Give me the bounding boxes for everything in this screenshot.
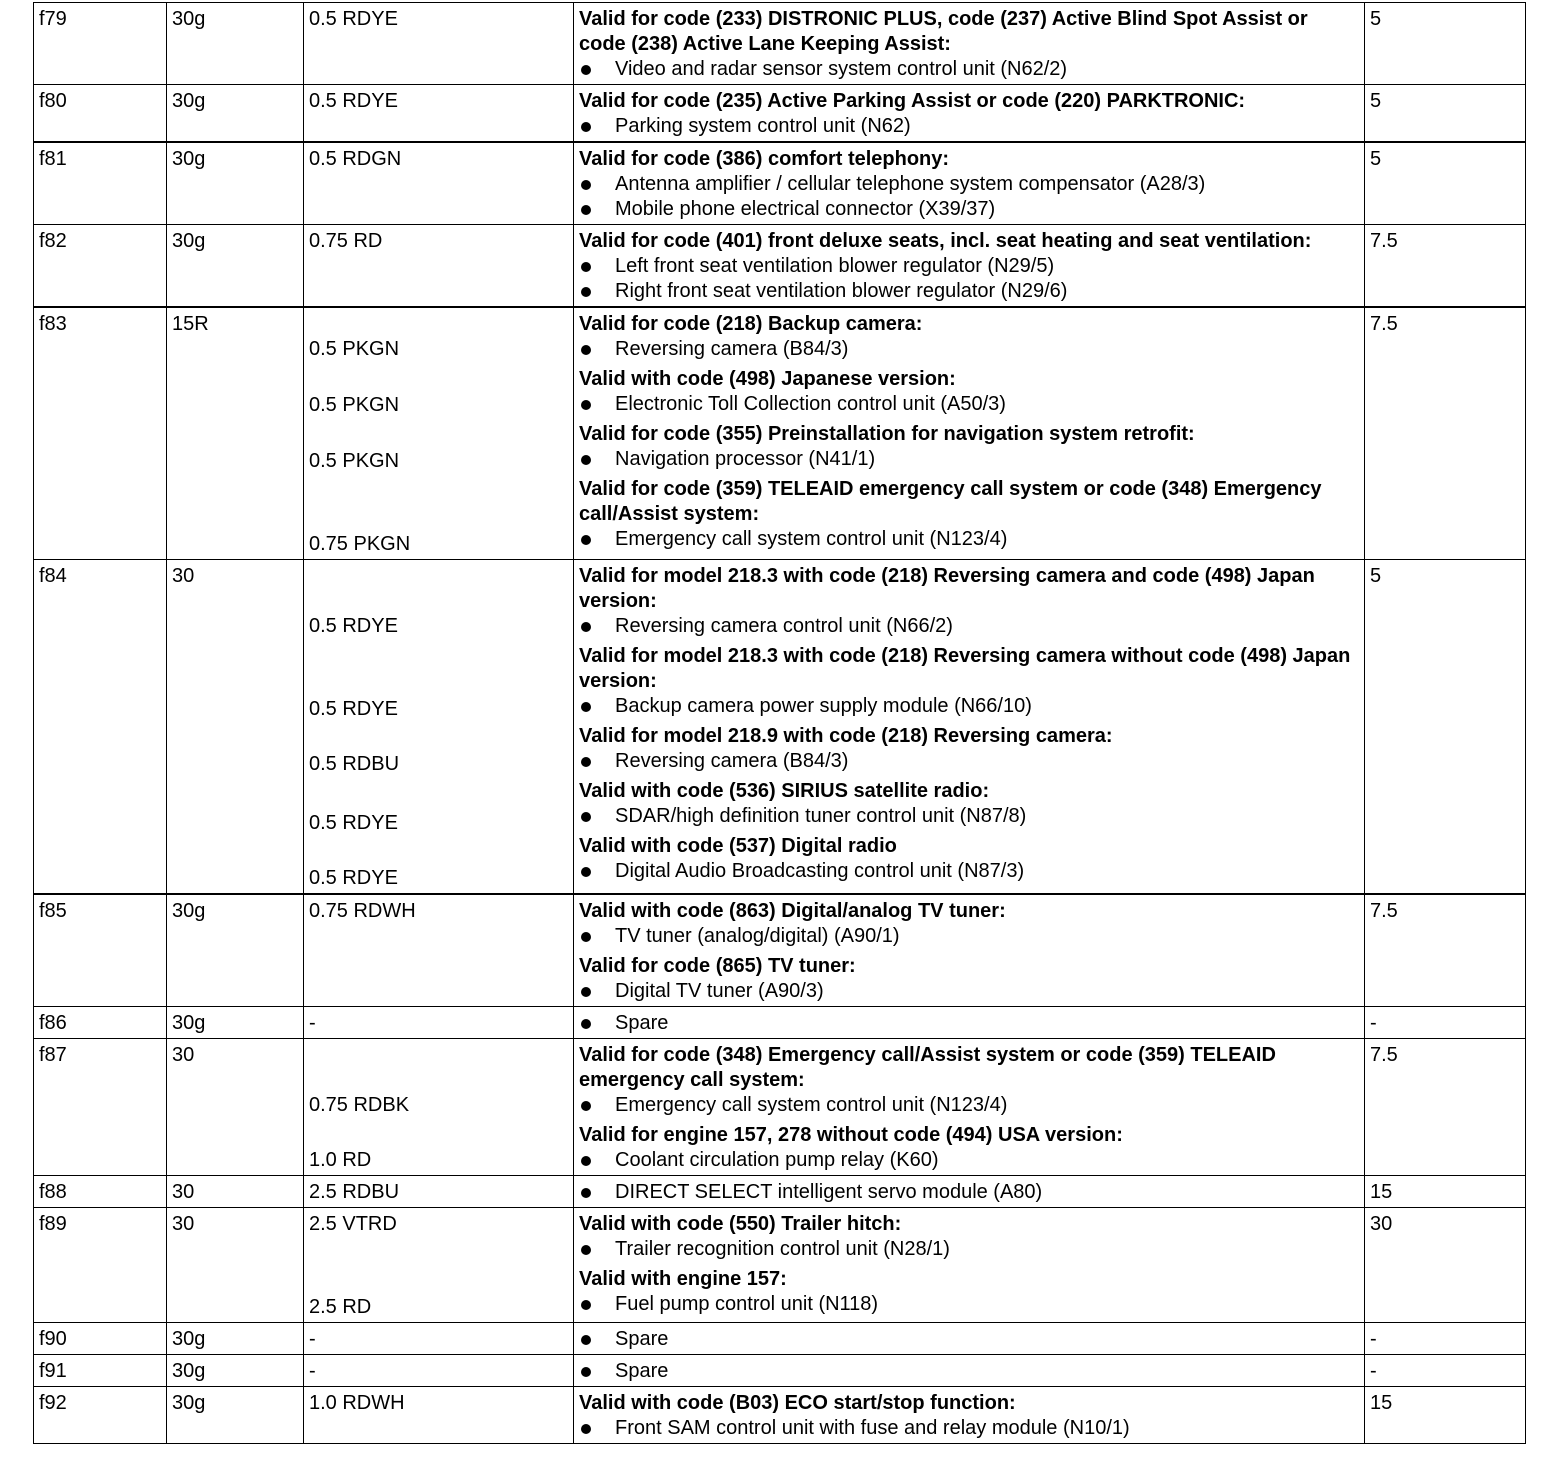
validity-group: [579, 229, 1359, 304]
consumer-name: Left front seat ventilation blower regulator (N29/5): [615, 255, 1055, 277]
bullet-icon: [581, 1424, 591, 1434]
consumer-name: Digital Audio Broadcasting control unit (N87/3): [615, 860, 1025, 882]
wire-cell: [304, 142, 574, 225]
bullet-icon: [581, 987, 591, 997]
fuse-rating: 15: [1365, 1387, 1526, 1444]
wire-spec: 0.5 RDYE: [309, 698, 398, 720]
validity-condition: Valid with code (B03) ECO start/stop function:: [579, 1392, 1016, 1414]
consumer-name: Navigation processor (N41/1): [615, 448, 876, 470]
wire-spec: 0.5 RDYE: [309, 615, 398, 637]
validity-condition: Valid for code (218) Backup camera:: [579, 313, 923, 335]
list-item: [579, 1292, 1359, 1317]
fuse-number: f85: [34, 894, 167, 1007]
fuse-rating: 7.5: [1365, 225, 1526, 308]
bullet-icon: [581, 812, 591, 822]
consumer-name: Digital TV tuner (A90/3): [615, 980, 824, 1002]
list-item: [579, 1011, 1359, 1036]
list-item: [579, 1416, 1359, 1441]
wire-spec: 0.5 PKGN: [309, 450, 400, 472]
consumer-cell: [574, 1387, 1365, 1444]
consumer-name: Antenna amplifier / cellular telephone system compensator (A28/3): [615, 173, 1206, 195]
validity-condition: Valid for engine 157, 278 without code (494) USA version:: [579, 1124, 1123, 1146]
bullet-icon: [581, 1019, 591, 1029]
consumer-cell: [574, 1208, 1365, 1323]
wire-cell: [304, 894, 574, 1007]
terminal: 30g: [167, 142, 304, 225]
validity-group: [579, 564, 1359, 639]
wire-spec: 1.0 RDWH: [309, 1392, 405, 1414]
bullet-icon: [581, 622, 591, 632]
list-item: [579, 57, 1359, 82]
consumer-cell: [574, 1039, 1365, 1176]
wire-spec: 0.5 RDYE: [309, 90, 398, 112]
terminal: 30: [167, 1208, 304, 1323]
validity-group: [579, 1267, 1359, 1317]
consumer-cell: [574, 307, 1365, 560]
fuse-number: f83: [34, 307, 167, 560]
consumer-name: Spare: [615, 1328, 669, 1350]
validity-group: [579, 1391, 1359, 1441]
fuse-rating: -: [1365, 1007, 1526, 1039]
validity-condition: Valid with code (537) Digital radio: [579, 835, 897, 857]
wire-cell: [304, 1387, 574, 1444]
wire-spec: -: [309, 1328, 316, 1350]
wire-spec: 0.5 PKGN: [309, 394, 400, 416]
list-item: [579, 859, 1359, 884]
list-item: [579, 337, 1359, 362]
validity-condition: Valid with code (863) Digital/analog TV tuner:: [579, 900, 1006, 922]
fuse-rating: 5: [1365, 85, 1526, 143]
validity-condition: Valid for model 218.3 with code (218) Reversing camera and code (498) Japan version:: [579, 565, 1315, 612]
fuse-table-body: [34, 3, 1526, 1444]
bullet-icon: [581, 932, 591, 942]
fuse-number: f82: [34, 225, 167, 308]
list-item: [579, 254, 1359, 279]
consumer-cell: [574, 1007, 1365, 1039]
list-item: [579, 1359, 1359, 1384]
list-item: [579, 114, 1359, 139]
fuse-number: f91: [34, 1355, 167, 1387]
fuse-number: f86: [34, 1007, 167, 1039]
terminal: 30: [167, 1039, 304, 1176]
validity-group: [579, 644, 1359, 719]
consumer-name: Coolant circulation pump relay (K60): [615, 1149, 939, 1171]
validity-condition: Valid for code (865) TV tuner:: [579, 955, 856, 977]
bullet-icon: [581, 867, 591, 877]
list-item: [579, 1327, 1359, 1352]
terminal: 30g: [167, 225, 304, 308]
table-row: [34, 307, 1526, 560]
list-item: [579, 1180, 1359, 1205]
list-item: [579, 979, 1359, 1004]
terminal: 30g: [167, 1387, 304, 1444]
consumer-cell: [574, 1323, 1365, 1355]
bullet-icon: [581, 455, 591, 465]
validity-group: [579, 367, 1359, 417]
validity-condition: Valid with code (550) Trailer hitch:: [579, 1213, 902, 1235]
consumer-name: TV tuner (analog/digital) (A90/1): [615, 925, 900, 947]
table-row: [34, 3, 1526, 85]
bullet-icon: [581, 262, 591, 272]
validity-condition: Valid for code (401) front deluxe seats, incl. seat heating and seat ventilation:: [579, 230, 1312, 252]
bullet-icon: [581, 757, 591, 767]
consumer-name: Emergency call system control unit (N123/4): [615, 1094, 1008, 1116]
fuse-number: f87: [34, 1039, 167, 1176]
wire-spec: 0.5 RDGN: [309, 148, 402, 170]
bullet-icon: [581, 180, 591, 190]
fuse-rating: 15: [1365, 1176, 1526, 1208]
consumer-name: DIRECT SELECT intelligent servo module (A80): [615, 1181, 1043, 1203]
consumer-cell: [574, 894, 1365, 1007]
validity-group: [579, 1011, 1359, 1036]
table-row: [34, 1208, 1526, 1323]
bullet-icon: [581, 400, 591, 410]
validity-condition: Valid with code (536) SIRIUS satellite radio:: [579, 780, 990, 802]
list-item: [579, 614, 1359, 639]
validity-condition: Valid for code (355) Preinstallation for navigation system retrofit:: [579, 423, 1195, 445]
list-item: [579, 172, 1359, 197]
table-row: [34, 894, 1526, 1007]
wire-spec: 0.5 RDBU: [309, 753, 400, 775]
fuse-rating: 7.5: [1365, 307, 1526, 560]
consumer-name: SDAR/high definition tuner control unit (N87/8): [615, 805, 1027, 827]
wire-cell: [304, 3, 574, 85]
wire-cell: [304, 560, 574, 895]
table-row: [34, 1007, 1526, 1039]
table-row: [34, 142, 1526, 225]
fuse-number: f90: [34, 1323, 167, 1355]
table-row: [34, 85, 1526, 143]
validity-group: [579, 1327, 1359, 1352]
wire-cell: [304, 1323, 574, 1355]
bullet-icon: [581, 205, 591, 215]
consumer-name: Front SAM control unit with fuse and relay module (N10/1): [615, 1417, 1130, 1439]
bullet-icon: [581, 702, 591, 712]
list-item: [579, 279, 1359, 304]
fuse-allocation-table: [33, 2, 1526, 1444]
validity-condition: Valid for model 218.9 with code (218) Reversing camera:: [579, 725, 1113, 747]
validity-group: [579, 477, 1359, 552]
consumer-cell: [574, 85, 1365, 143]
list-item: [579, 392, 1359, 417]
consumer-name: Backup camera power supply module (N66/10): [615, 695, 1032, 717]
list-item: [579, 527, 1359, 552]
validity-group: [579, 899, 1359, 949]
fuse-rating: 30: [1365, 1208, 1526, 1323]
bullet-icon: [581, 1101, 591, 1111]
wire-spec: 0.5 RDYE: [309, 8, 398, 30]
fuse-rating: 7.5: [1365, 894, 1526, 1007]
bullet-icon: [581, 1245, 591, 1255]
validity-group: [579, 1123, 1359, 1173]
validity-condition: Valid for code (235) Active Parking Assist or code (220) PARKTRONIC:: [579, 90, 1246, 112]
consumer-name: Spare: [615, 1012, 669, 1034]
terminal: 30g: [167, 894, 304, 1007]
consumer-name: Fuel pump control unit (N118): [615, 1293, 879, 1315]
list-item: [579, 1093, 1359, 1118]
bullet-icon: [581, 1156, 591, 1166]
terminal: 30g: [167, 1355, 304, 1387]
wire-spec: 1.0 RD: [309, 1149, 372, 1171]
terminal: 30g: [167, 1323, 304, 1355]
validity-condition: Valid with code (498) Japanese version:: [579, 368, 956, 390]
validity-condition: Valid with engine 157:: [579, 1268, 787, 1290]
consumer-name: Reversing camera (B84/3): [615, 338, 849, 360]
fuse-number: f88: [34, 1176, 167, 1208]
bullet-icon: [581, 1335, 591, 1345]
wire-spec: -: [309, 1012, 316, 1034]
fuse-number: f79: [34, 3, 167, 85]
fuse-rating: 5: [1365, 142, 1526, 225]
list-item: [579, 197, 1359, 222]
fuse-rating: 5: [1365, 3, 1526, 85]
wire-cell: [304, 85, 574, 143]
consumer-cell: [574, 1176, 1365, 1208]
fuse-number: f84: [34, 560, 167, 895]
bullet-icon: [581, 287, 591, 297]
bullet-icon: [581, 122, 591, 132]
fuse-number: f89: [34, 1208, 167, 1323]
validity-group: [579, 147, 1359, 222]
consumer-name: Reversing camera (B84/3): [615, 750, 849, 772]
validity-condition: Valid for code (386) comfort telephony:: [579, 148, 950, 170]
consumer-cell: [574, 142, 1365, 225]
fuse-number: f81: [34, 142, 167, 225]
wire-spec: 2.5 RDBU: [309, 1181, 400, 1203]
terminal: 30: [167, 560, 304, 895]
consumer-name: Electronic Toll Collection control unit (A50/3): [615, 393, 1006, 415]
validity-group: [579, 7, 1359, 82]
validity-condition: Valid for code (233) DISTRONIC PLUS, code (237) Active Blind Spot Assist or code (238) Active Lane Keeping Assist:: [579, 8, 1308, 55]
list-item: [579, 804, 1359, 829]
consumer-name: Parking system control unit (N62): [615, 115, 911, 137]
consumer-name: Video and radar sensor system control unit (N62/2): [615, 58, 1068, 80]
bullet-icon: [581, 345, 591, 355]
wire-spec: -: [309, 1360, 316, 1382]
validity-group: [579, 1043, 1359, 1118]
bullet-icon: [581, 535, 591, 545]
terminal: 15R: [167, 307, 304, 560]
table-row: [34, 560, 1526, 895]
consumer-cell: [574, 1355, 1365, 1387]
terminal: 30g: [167, 1007, 304, 1039]
table-row: [34, 1039, 1526, 1176]
wire-spec: 0.75 RDBK: [309, 1094, 410, 1116]
terminal: 30g: [167, 85, 304, 143]
wire-cell: [304, 225, 574, 308]
list-item: [579, 749, 1359, 774]
wire-cell: [304, 1176, 574, 1208]
bullet-icon: [581, 65, 591, 75]
consumer-name: Emergency call system control unit (N123/4): [615, 528, 1008, 550]
validity-group: [579, 724, 1359, 774]
wire-cell: [304, 1208, 574, 1323]
validity-condition: Valid for code (348) Emergency call/Assist system or code (359) TELEAID emergency call system:: [579, 1044, 1276, 1091]
list-item: [579, 1148, 1359, 1173]
validity-group: [579, 1359, 1359, 1384]
validity-group: [579, 834, 1359, 884]
validity-group: [579, 954, 1359, 1004]
wire-spec: 2.5 RD: [309, 1296, 372, 1318]
table-row: [34, 225, 1526, 308]
consumer-name: Reversing camera control unit (N66/2): [615, 615, 953, 637]
wire-spec: 2.5 VTRD: [309, 1213, 397, 1235]
fuse-rating: 5: [1365, 560, 1526, 895]
validity-group: [579, 1212, 1359, 1262]
fuse-rating: -: [1365, 1323, 1526, 1355]
bullet-icon: [581, 1188, 591, 1198]
fuse-rating: -: [1365, 1355, 1526, 1387]
wire-spec: 0.75 PKGN: [309, 533, 411, 555]
table-row: [34, 1387, 1526, 1444]
bullet-icon: [581, 1300, 591, 1310]
consumer-name: Trailer recognition control unit (N28/1): [615, 1238, 950, 1260]
validity-group: [579, 312, 1359, 362]
list-item: [579, 694, 1359, 719]
wire-cell: [304, 1039, 574, 1176]
validity-condition: Valid for model 218.3 with code (218) Reversing camera without code (498) Japan version:: [579, 645, 1351, 692]
list-item: [579, 1237, 1359, 1262]
wire-cell: [304, 307, 574, 560]
wire-spec: 0.5 RDYE: [309, 812, 398, 834]
wire-cell: [304, 1355, 574, 1387]
consumer-name: Mobile phone electrical connector (X39/37): [615, 198, 996, 220]
table-row: [34, 1355, 1526, 1387]
fuse-rating: 7.5: [1365, 1039, 1526, 1176]
validity-condition: Valid for code (359) TELEAID emergency call system or code (348) Emergency call/Assist system:: [579, 478, 1322, 525]
consumer-name: Right front seat ventilation blower regulator (N29/6): [615, 280, 1068, 302]
consumer-cell: [574, 560, 1365, 895]
terminal: 30: [167, 1176, 304, 1208]
validity-group: [579, 422, 1359, 472]
wire-cell: [304, 1007, 574, 1039]
table-row: [34, 1323, 1526, 1355]
consumer-name: Spare: [615, 1360, 669, 1382]
fuse-number: f80: [34, 85, 167, 143]
validity-group: [579, 89, 1359, 139]
wire-spec: 0.5 RDYE: [309, 867, 398, 889]
table-row: [34, 1176, 1526, 1208]
terminal: 30g: [167, 3, 304, 85]
fuse-number: f92: [34, 1387, 167, 1444]
consumer-cell: [574, 225, 1365, 308]
wire-spec: 0.75 RDWH: [309, 900, 416, 922]
list-item: [579, 447, 1359, 472]
validity-group: [579, 779, 1359, 829]
wire-spec: 0.75 RD: [309, 230, 383, 252]
bullet-icon: [581, 1367, 591, 1377]
wire-spec: 0.5 PKGN: [309, 338, 400, 360]
list-item: [579, 924, 1359, 949]
consumer-cell: [574, 3, 1365, 85]
validity-group: [579, 1180, 1359, 1205]
